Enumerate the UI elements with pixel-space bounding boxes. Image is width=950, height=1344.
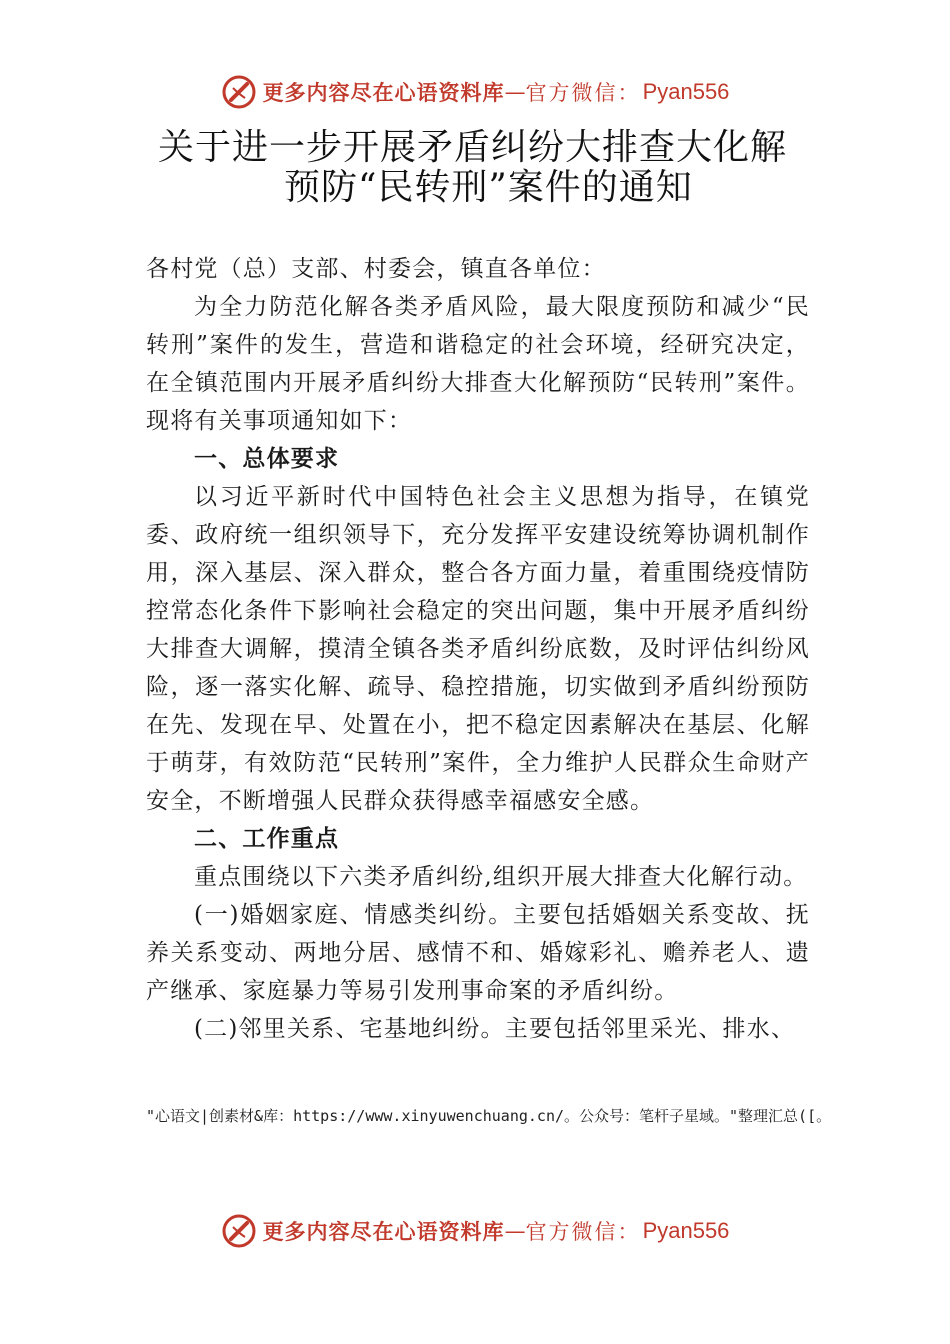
watermark-footer — [0, 1209, 950, 1253]
watermark-label: 官方微信： — [525, 81, 641, 105]
watermark-separator: — — [504, 1219, 526, 1243]
footer-source-note: "心语文|创素材&库：https://www.xinyuwenchuang.cn/。公众号：笔杆子星域。"整理汇总([。 — [146, 1107, 832, 1125]
section-1-heading: 一、总体要求 — [194, 446, 340, 472]
brush-seal-icon — [221, 1213, 257, 1249]
document-body — [146, 250, 810, 1048]
intro-paragraph: 为全力防范化解各类矛盾风险，最大限度预防和减少“民转刑”案件的发生，营造和谐稳定的社会环境，经研究决定，在全镇范围内开展矛盾纠纷大排查大化解预防“民转刑”案件。现将有关事项通知如下： — [146, 294, 810, 434]
watermark-brand: 更多内容尽在心语资料库 — [262, 1220, 505, 1244]
section-2-heading: 二、工作重点 — [194, 826, 340, 852]
watermark-wechat-id: Pyan556 — [642, 79, 730, 104]
document-title-line-2: 预防“民转刑”案件的通知 — [284, 167, 693, 208]
section-2-item-2: (二)邻里关系、宅基地纠纷。主要包括邻里采光、排水、 — [194, 1016, 796, 1042]
section-2-intro: 重点围绕以下六类矛盾纠纷,组织开展大排查大化解行动。 — [194, 864, 808, 890]
salutation: 各村党（总）支部、村委会，镇直各单位： — [146, 256, 606, 282]
section-2-item-1: (一)婚姻家庭、情感类纠纷。主要包括婚姻关系变故、抚 养关系变动、两地分居、感情不和、婚嫁彩礼、赡养老人、遗 产继承、家庭暴力等易引发刑事命案的矛盾纠纷。 — [146, 902, 810, 1004]
document-title-line-1: 关于进一步开展矛盾纠纷大排查大化解 — [158, 127, 788, 168]
brush-seal-icon — [221, 74, 257, 110]
watermark-brand: 更多内容尽在心语资料库 — [262, 81, 505, 105]
watermark-header — [0, 70, 950, 114]
watermark-wechat-id: Pyan556 — [642, 1218, 730, 1243]
watermark-separator: — — [504, 80, 526, 104]
section-1-body: 以习近平新时代中国特色社会主义思想为指导，在镇党委、政府统一组织领导下，充分发挥平安建设统筹协调机制作用，深入基层、深入群众，整合各方面力量，着重围绕疫情防控常态化条件下影响社会稳定的突出问题，集中开展矛盾纠纷大排查大调解，摸清全镇各类矛盾纠纷底数，及时评估纠纷风险，逐一落实化解、疏导、稳控措施，切实做到矛盾纠纷预防在先、发现在早、处置在小，把不稳定因素解决在基层、化解于萌芽，有效防范“民转刑”案件，全力维护人民群众生命财产安全，不断增强人民群众获得感幸福感安全感。 — [146, 484, 810, 814]
watermark-label: 官方微信： — [525, 1220, 641, 1244]
